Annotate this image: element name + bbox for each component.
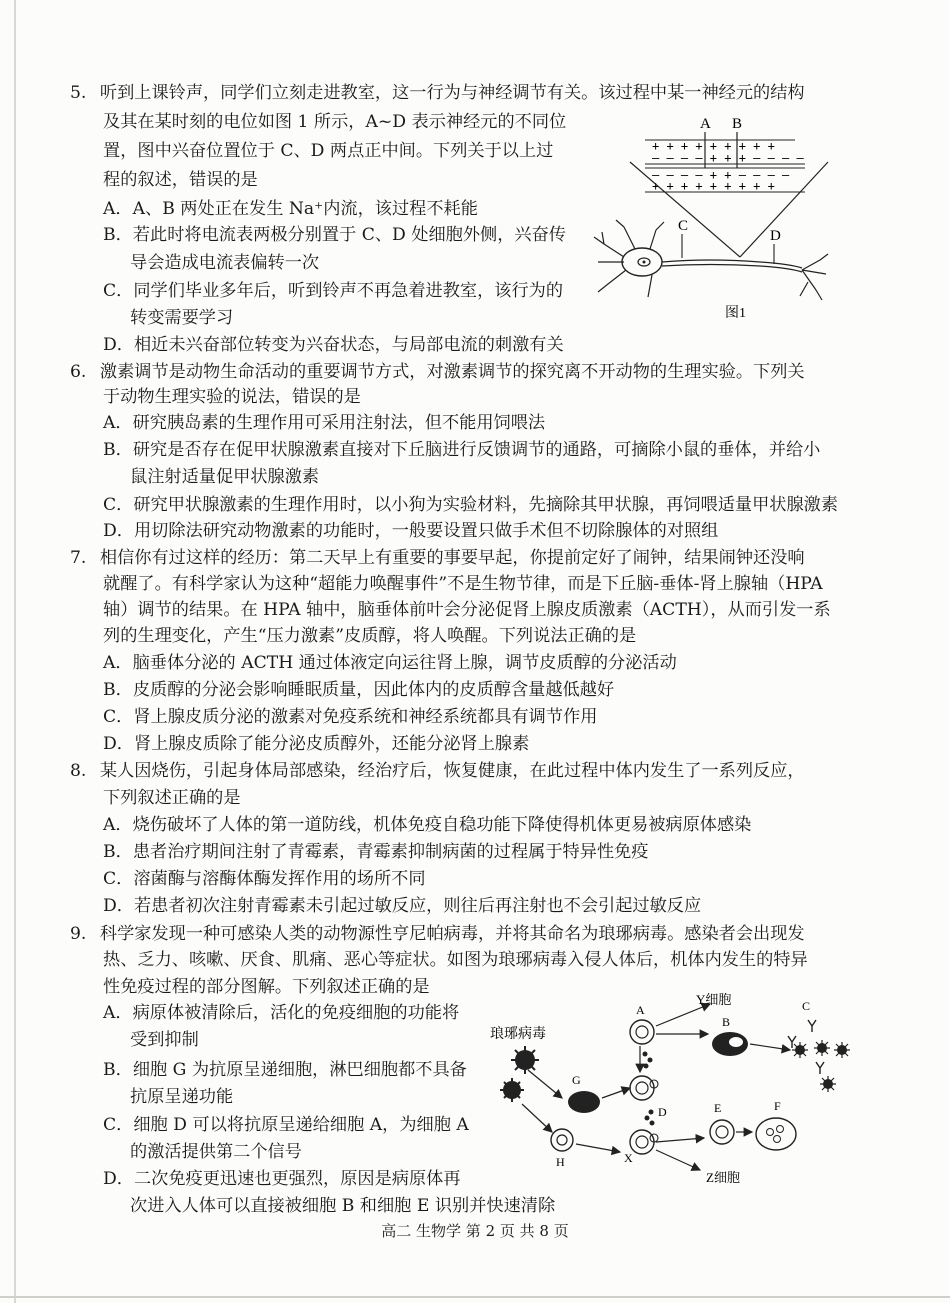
question-6-option-a: A．研究胰岛素的生理作用可采用注射法，但不能用饲喂法	[103, 413, 546, 433]
fig1-charge-row-2: – – – – + + + – – – –	[652, 151, 804, 165]
question-9-stem-line-2: 热、乏力、咳嗽、厌食、肌痛、恶心等症状。如图为琅琊病毒入侵人体后，机体内发生的特异	[103, 950, 808, 970]
question-5-stem-line-2: 及其在某时刻的电位如图 1 所示，A~D 表示神经元的不同位	[103, 112, 567, 132]
question-9-option-a-cont: 受到抑制	[130, 1030, 199, 1050]
question-8-stem-line-1: 8. 某人因烧伤，引起身体局部感染，经治疗后，恢复健康，在此过程中体内发生了一系列反应，	[70, 761, 805, 781]
label-x: X	[624, 1151, 633, 1165]
virus-icon-1	[511, 1046, 539, 1074]
question-6-stem-line-2: 于动物生理实验的说法，错误的是	[103, 387, 361, 407]
page-edge-shadow	[14, 0, 16, 1303]
question-5-option-b-cont: 导会造成电流表偏转一次	[130, 253, 320, 273]
label-e: E	[714, 1101, 722, 1115]
label-y-cell: Y细胞	[696, 992, 732, 1007]
question-7-stem-line-2: 就醒了。有科学家认为这种“超能力唤醒事件”不是生物节律，而是下丘脑-垂体-肾上腺轴（HPA	[103, 574, 823, 594]
question-7-option-a: A．脑垂体分泌的 ACTH 通过体液定向运往肾上腺，调节皮质醇的分泌活动	[103, 653, 677, 673]
question-number: 6.	[70, 362, 87, 382]
question-7-option-d: D．肾上腺皮质除了能分泌皮质醇外，还能分泌肾上腺素	[103, 734, 530, 754]
fig1-charge-row-1: + + + + + + + + +	[652, 139, 775, 153]
question-9-option-d-cont: 次进入人体可以直接被细胞 B 和细胞 E 识别并快速清除	[130, 1196, 556, 1216]
question-number: 9.	[70, 924, 87, 944]
question-number: 7.	[70, 548, 87, 568]
figure-1-neuron	[590, 112, 830, 327]
question-6-option-d: D．用切除法研究动物激素的功能时，一般要设置只做手术但不切除腺体的对照组	[103, 521, 719, 541]
question-9-stem-line-3: 性免疫过程的部分图解。下列叙述正确的是	[103, 977, 430, 997]
question-7-stem-line-4: 列的生理变化，产生“压力激素”皮质醇，将人唤醒。下列说法正确的是	[103, 626, 637, 646]
question-9-option-b: B．细胞 G 为抗原呈递细胞，淋巴细胞都不具备	[103, 1060, 467, 1080]
label-f: F	[774, 1099, 781, 1113]
question-7-stem-line-1: 7. 相信你有过这样的经历：第二天早上有重要的事要早起，你提前定好了闹钟，结果闹钟还没响	[70, 548, 805, 568]
fig1-charge-row-4: + + + + + + + + +	[652, 179, 775, 193]
question-6-option-c: C．研究甲状腺激素的生理作用时，以小狗为实验材料，先摘除其甲状腺，再饲喂适量甲状腺激素	[103, 495, 839, 515]
page-bottom-edge	[0, 1296, 950, 1298]
label-z-cell: Z细胞	[706, 1170, 740, 1185]
fig1-label-c: C	[678, 218, 689, 234]
fig1-label-b: B	[732, 116, 743, 132]
question-5-stem-line-4: 程的叙述，错误的是	[103, 170, 258, 190]
label-c: C	[802, 999, 811, 1013]
fig1-charge-row-3: – – – – + + – – – –	[652, 168, 790, 182]
question-5-option-d: D．相近未兴奋部位转变为兴奋状态，与局部电流的刺激有关	[103, 335, 564, 355]
question-number: 5.	[70, 83, 87, 103]
question-6-option-b: B．研究是否存在促甲状腺激素直接对下丘脑进行反馈调节的通路，可摘除小鼠的垂体，并给小	[103, 440, 821, 460]
question-9-option-c: C．细胞 D 可以将抗原呈递给细胞 A，为细胞 A	[103, 1115, 469, 1135]
question-number: 8.	[70, 761, 87, 781]
virus-label: 琅琊病毒	[490, 1027, 546, 1042]
question-8-option-a: A．烧伤破坏了人体的第一道防线，机体免疫自稳功能下降使得机体更易被病原体感染	[103, 815, 752, 835]
label-d: D	[658, 1105, 667, 1119]
question-5-option-c-cont: 转变需要学习	[130, 308, 234, 328]
question-9-option-b-cont: 抗原呈递功能	[130, 1087, 234, 1107]
fig1-label-a: A	[700, 116, 711, 132]
question-6-stem-line-1: 6. 激素调节是动物生命活动的重要调节方式，对激素调节的探究离不开动物的生理实验。下列关	[70, 362, 805, 382]
label-h: H	[556, 1155, 565, 1169]
fig1-label-d: D	[770, 228, 781, 244]
figure-2-immune-diagram	[490, 992, 870, 1192]
question-7-stem-line-3: 轴）调节的结果。在 HPA 轴中，脑垂体前叶会分泌促肾上腺皮质激素（ACTH），从而引发一系	[103, 600, 831, 620]
question-6-option-b-cont: 鼠注射适量促甲状腺激素	[130, 467, 320, 487]
label-a: A	[636, 1003, 645, 1017]
label-g: G	[572, 1073, 581, 1087]
question-8-stem-line-2: 下列叙述正确的是	[103, 788, 241, 808]
question-9-option-d: D．二次免疫更迅速也更强烈，原因是病原体再	[103, 1169, 461, 1189]
page-footer: 高二 生物学 第 2 页 共 8 页	[381, 1222, 569, 1240]
fig1-caption: 图1	[725, 306, 746, 321]
question-5-stem-line-3: 置，图中兴奋位置位于 C、D 两点正中间。下列关于以上过	[103, 141, 554, 161]
question-9-stem-line-1: 9. 科学家发现一种可感染人类的动物源性亨尼帕病毒，并将其命名为琅琊病毒。感染者会出现发	[70, 924, 805, 944]
question-9-option-c-cont: 的激活提供第二个信号	[130, 1142, 302, 1162]
question-7-option-c: C．肾上腺皮质分泌的激素对免疫系统和神经系统都具有调节作用	[103, 707, 598, 727]
question-7-option-b: B．皮质醇的分泌会影响睡眠质量，因此体内的皮质醇含量越低越好	[103, 680, 615, 700]
question-8-option-b: B．患者治疗期间注射了青霉素，青霉素抑制病菌的过程属于特异性免疫	[103, 842, 649, 862]
antibody-icon	[808, 1020, 816, 1032]
question-9-option-a: A．病原体被清除后，活化的免疫细胞的功能将	[103, 1003, 460, 1023]
label-b: B	[722, 1015, 731, 1029]
question-8-option-d: D．若患者初次注射青霉素未引起过敏反应，则往后再注射也不会引起过敏反应	[103, 896, 702, 916]
question-5-option-c: C．同学们毕业多年后，听到铃声不再急着进教室，该行为的	[103, 281, 564, 301]
virus-icon-2	[500, 1078, 524, 1102]
question-8-option-c: C．溶菌酶与溶酶体酶发挥作用的场所不同	[103, 869, 426, 889]
question-5-stem-line-1: 5. 听到上课铃声，同学们立刻走进教室，这一行为与神经调节有关。该过程中某一神经元的结构	[70, 83, 805, 103]
question-5-option-b: B．若此时将电流表两极分别置于 C、D 处细胞外侧，兴奋传	[103, 225, 566, 245]
question-5-option-a: A．A、B 两处正在发生 Na⁺内流，该过程不耗能	[103, 199, 478, 219]
